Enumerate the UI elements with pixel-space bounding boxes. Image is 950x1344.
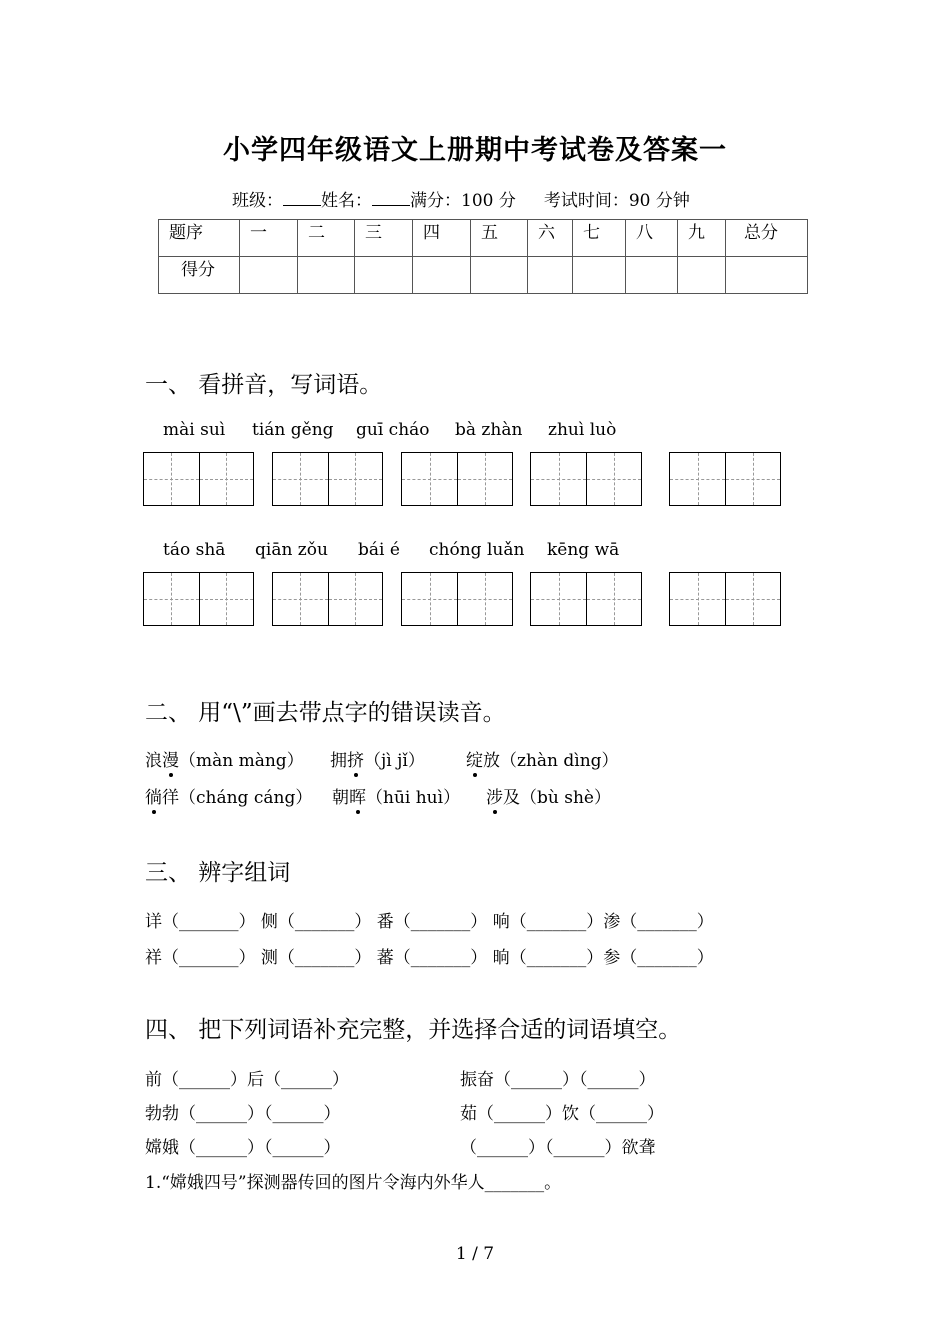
idiom-fill: （______）（______）欲聋 — [460, 1138, 656, 1158]
dotted-char: 晖 — [349, 783, 366, 808]
class-blank — [283, 191, 321, 206]
section-2-heading: 二、 用“\”画去带点字的错误读音。 — [145, 700, 506, 726]
reading-item: 绽放（zhàn dìng） — [466, 746, 619, 771]
score-table — [158, 219, 808, 294]
writing-grid[interactable] — [530, 452, 642, 506]
table-header: 二 — [298, 220, 355, 257]
table-header: 八 — [626, 220, 678, 257]
score-cell[interactable] — [413, 257, 471, 294]
name-label: 姓名： — [321, 191, 372, 211]
table-header: 六 — [528, 220, 573, 257]
pinyin: bái é — [358, 540, 400, 560]
writing-grid[interactable] — [272, 452, 383, 506]
score-row-label: 得分 — [159, 257, 240, 294]
question-1: 1.“嫦娥四号”探测器传回的图片令海内外华人_______。 — [145, 1173, 562, 1193]
score-cell[interactable] — [626, 257, 678, 294]
section-3-heading: 三、 辨字组词 — [145, 860, 291, 886]
table-header: 题序 — [159, 220, 240, 257]
exam-time: 考试时间：90 分钟 — [543, 191, 690, 211]
reading-item: 浪漫（màn màng） — [145, 746, 304, 771]
dotted-char: 挤 — [347, 746, 364, 771]
writing-grid[interactable] — [669, 572, 781, 626]
section-1-heading: 一、 看拼音，写词语。 — [145, 372, 383, 398]
section-4-heading: 四、 把下列词语补充完整，并选择合适的词语填空。 — [145, 1017, 682, 1043]
pronunciation-options: （màn màng） — [179, 751, 304, 771]
dotted-char: 绽 — [466, 746, 483, 771]
idiom-fill: 嫦娥（______）（______） — [145, 1138, 341, 1158]
dotted-char: 徜 — [145, 783, 162, 808]
table-header: 四 — [413, 220, 471, 257]
exam-info — [232, 186, 690, 211]
reading-item: 朝晖（hūi huì） — [332, 783, 460, 808]
pronunciation-options: （bù shè） — [520, 788, 611, 808]
writing-grid[interactable] — [272, 572, 383, 626]
class-label: 班级： — [232, 191, 283, 211]
pinyin: chóng luǎn — [429, 540, 525, 560]
reading-item: 涉及（bù shè） — [486, 783, 611, 808]
reading-item: 拥挤（jì jǐ） — [330, 746, 425, 771]
table-header: 一 — [240, 220, 298, 257]
pinyin: tián gěng — [252, 420, 334, 440]
word-group-row-2: 祥（_______） 测（_______） 蕃（_______） 晌（_______）参（_______） — [145, 948, 714, 968]
writing-grid[interactable] — [530, 572, 642, 626]
pronunciation-options: （hūi huì） — [366, 788, 461, 808]
writing-grid[interactable] — [669, 452, 781, 506]
score-table-score-row — [159, 257, 808, 294]
table-header: 三 — [355, 220, 413, 257]
pinyin: mài suì — [163, 420, 226, 440]
score-cell[interactable] — [355, 257, 413, 294]
pronunciation-options: （zhàn dìng） — [500, 751, 619, 771]
table-header: 总分 — [726, 220, 808, 257]
pinyin: táo shā — [163, 540, 226, 560]
reading-item: 徜徉（cháng cáng） — [145, 783, 312, 808]
score-cell[interactable] — [678, 257, 726, 294]
page-number: 1 / 7 — [455, 1244, 495, 1264]
full-score: 满分：100 分 — [410, 191, 516, 211]
pronunciation-options: （jì jǐ） — [364, 751, 425, 771]
writing-grid[interactable] — [143, 572, 254, 626]
score-cell[interactable] — [573, 257, 626, 294]
score-table-header-row — [159, 220, 808, 257]
score-cell[interactable] — [240, 257, 298, 294]
score-cell[interactable] — [726, 257, 808, 294]
writing-grid[interactable] — [143, 452, 254, 506]
table-header: 七 — [573, 220, 626, 257]
pinyin: bà zhàn — [455, 420, 523, 440]
dotted-char: 漫 — [162, 746, 179, 771]
score-cell[interactable] — [528, 257, 573, 294]
pronunciation-options: （cháng cáng） — [179, 788, 313, 808]
writing-grid[interactable] — [401, 452, 513, 506]
score-cell[interactable] — [471, 257, 528, 294]
idiom-fill: 振奋（______）（______） — [460, 1070, 656, 1090]
page-title: 小学四年级语文上册期中考试卷及答案一 — [223, 135, 727, 166]
idiom-fill: 前（______）后（______） — [145, 1070, 349, 1090]
score-cell[interactable] — [298, 257, 355, 294]
pinyin: qiān zǒu — [255, 540, 328, 560]
idiom-fill: 茹（______）饮（______） — [460, 1104, 664, 1124]
idiom-fill: 勃勃（______）（______） — [145, 1104, 341, 1124]
writing-grid[interactable] — [401, 572, 513, 626]
pinyin: zhuì luò — [548, 420, 617, 440]
name-blank — [372, 191, 410, 206]
dotted-char: 涉 — [486, 783, 503, 808]
pinyin: guī cháo — [356, 420, 430, 440]
table-header: 五 — [471, 220, 528, 257]
pinyin: kēng wā — [547, 540, 620, 560]
table-header: 九 — [678, 220, 726, 257]
word-group-row-1: 详（_______） 侧（_______） 番（_______） 响（_______）渗（_______） — [145, 912, 714, 932]
